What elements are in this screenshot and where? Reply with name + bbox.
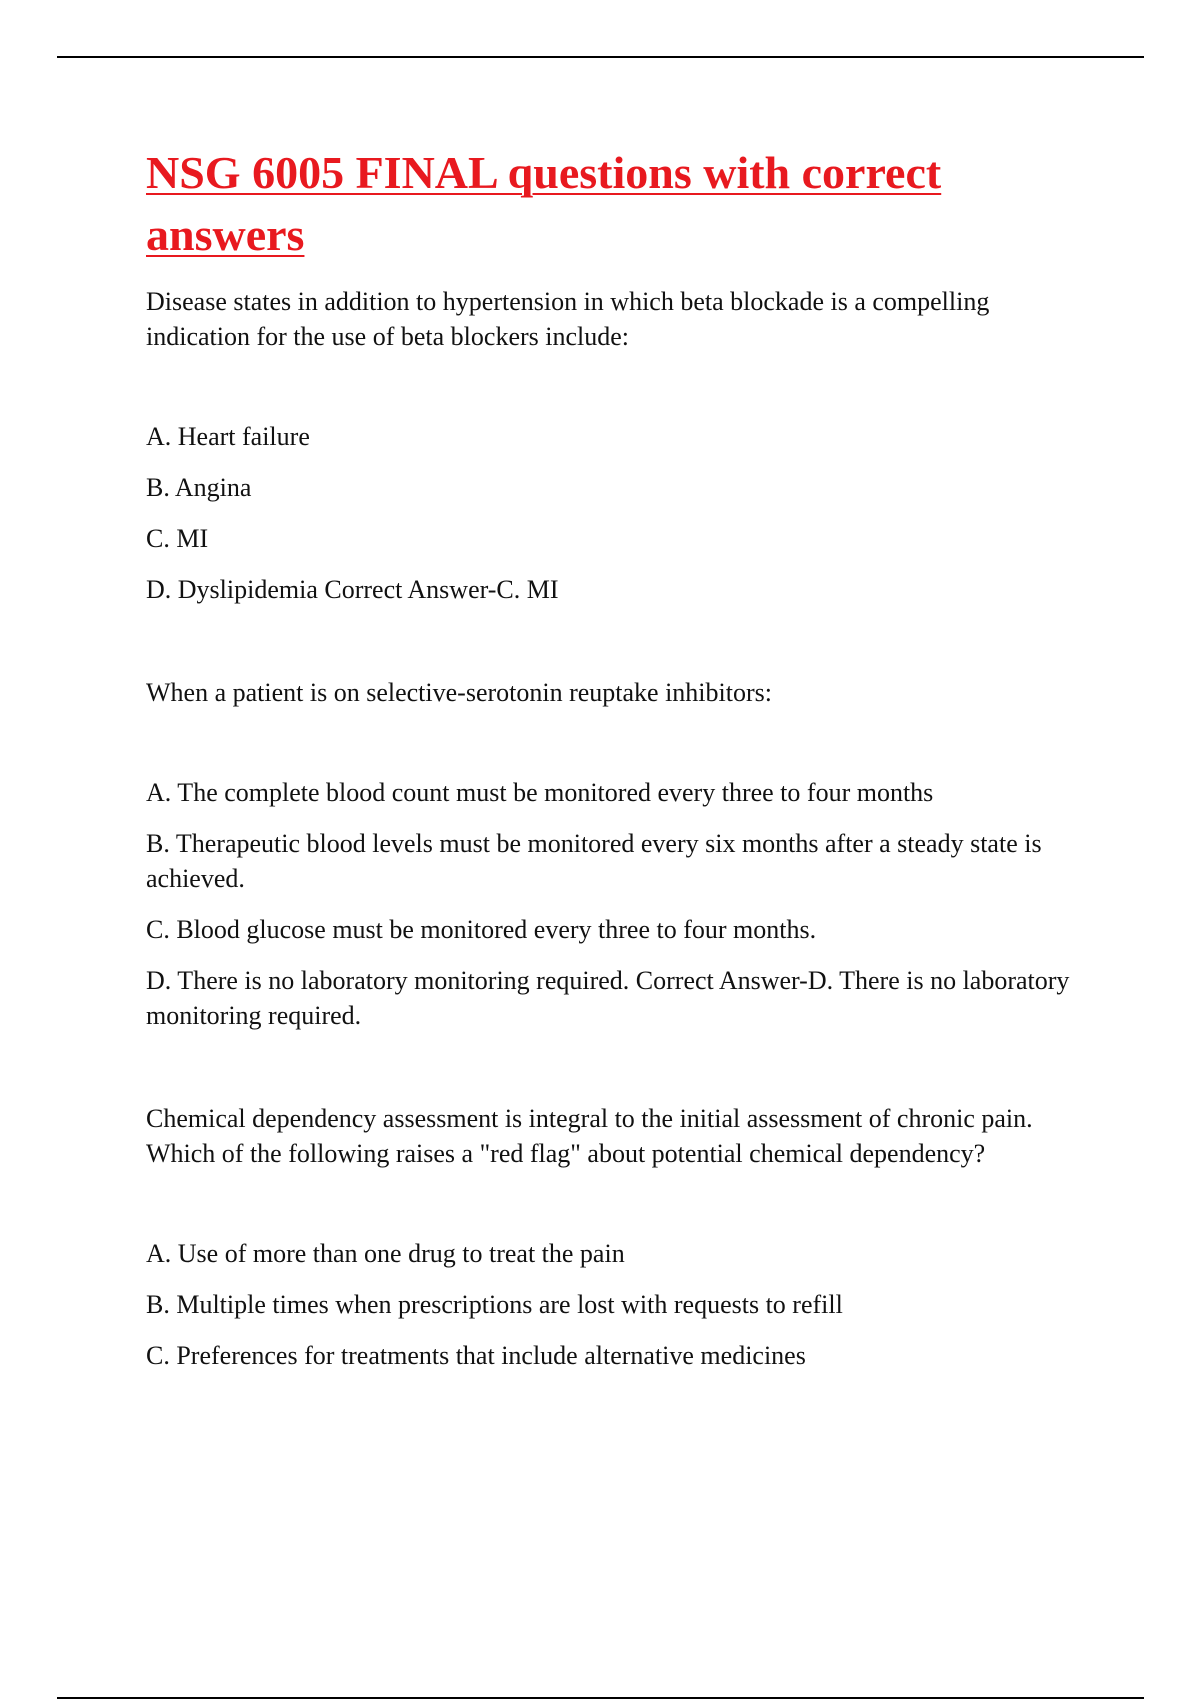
answer-option: B. Therapeutic blood levels must be monitored every six months after a steady state is achieved.	[146, 829, 1042, 893]
document-body	[146, 142, 1086, 1373]
document-title: NSG 6005 FINAL questions with correct answers	[146, 147, 942, 260]
answer-option: C. MI	[146, 524, 209, 553]
answer-option: A. Heart failure	[146, 422, 310, 451]
answer-option: A. Use of more than one drug to treat the pain	[146, 1239, 625, 1268]
answer-option: B. Angina	[146, 473, 252, 502]
question-text: When a patient is on selective-serotonin reuptake inhibitors:	[146, 678, 772, 707]
question-text: Disease states in addition to hypertension in which beta blockade is a compelling indication for the use of beta blockers include:	[146, 287, 990, 351]
bottom-divider	[57, 1697, 1144, 1699]
answer-option: C. Preferences for treatments that include alternative medicines	[146, 1341, 806, 1370]
question-block-2	[146, 675, 1086, 1033]
top-divider	[57, 56, 1144, 58]
answer-option: B. Multiple times when prescriptions are lost with requests to refill	[146, 1290, 843, 1319]
answer-option: A. The complete blood count must be monitored every three to four months	[146, 778, 934, 807]
question-text: Chemical dependency assessment is integral to the initial assessment of chronic pain. Which of the following raises a "red flag" about potential chemical dependency?	[146, 1104, 1033, 1168]
answer-option-with-correct-answer: D. Dyslipidemia Correct Answer-C. MI	[146, 575, 559, 604]
answer-option: C. Blood glucose must be monitored every three to four months.	[146, 915, 817, 944]
answer-option-with-correct-answer: D. There is no laboratory monitoring required. Correct Answer-D. There is no laboratory monitoring required.	[146, 966, 1070, 1030]
question-block-1	[146, 284, 1086, 607]
question-block-3	[146, 1101, 1086, 1373]
